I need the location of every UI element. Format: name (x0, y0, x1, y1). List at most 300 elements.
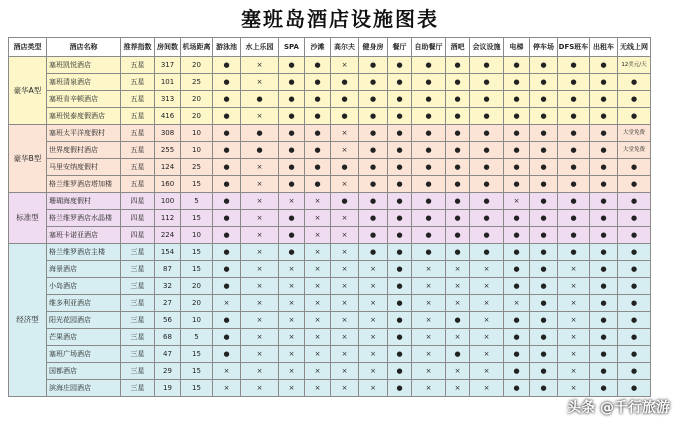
distance-cell: 15 (181, 363, 213, 380)
facility-cell: ● (470, 108, 504, 125)
facility-cell: ● (331, 193, 359, 210)
facility-cell: ● (590, 159, 618, 176)
facility-cell: ● (590, 142, 618, 159)
facility-cell: ● (388, 312, 412, 329)
rating-cell: 三星 (121, 261, 155, 278)
facility-cell: ● (446, 244, 470, 261)
facility-cell: × (470, 363, 504, 380)
facility-cell: ● (446, 57, 470, 74)
table-row (9, 210, 651, 227)
facility-cell: ● (331, 91, 359, 108)
table-row (9, 261, 651, 278)
distance-cell: 20 (181, 57, 213, 74)
facility-cell: ● (446, 142, 470, 159)
facility-cell: ● (618, 295, 651, 312)
rooms-cell: 29 (155, 363, 181, 380)
facility-cell: ● (590, 210, 618, 227)
rating-cell: 五星 (121, 108, 155, 125)
facility-cell: ● (590, 91, 618, 108)
table-row (9, 380, 651, 397)
facility-cell: ● (412, 227, 446, 244)
facility-cell: ● (331, 159, 359, 176)
table-row (9, 74, 651, 91)
rooms-cell: 87 (155, 261, 181, 278)
facility-cell: × (305, 193, 331, 210)
facility-cell: ● (305, 125, 331, 142)
facility-cell: × (241, 57, 279, 74)
rooms-cell: 27 (155, 295, 181, 312)
facility-cell: × (241, 193, 279, 210)
rooms-cell: 224 (155, 227, 181, 244)
rooms-cell: 56 (155, 312, 181, 329)
rooms-cell: 160 (155, 176, 181, 193)
facility-cell: ● (558, 159, 590, 176)
facility-cell: ● (213, 108, 241, 125)
facility-cell: ● (412, 244, 446, 261)
facility-cell: ● (558, 125, 590, 142)
rooms-cell: 255 (155, 142, 181, 159)
facility-cell: ● (388, 329, 412, 346)
facility-cell: ● (504, 159, 530, 176)
facility-cell: ● (590, 193, 618, 210)
facility-cell: ● (530, 108, 558, 125)
facility-cell: ● (412, 74, 446, 91)
hotel-name-cell: 世界度假村酒店 (47, 142, 121, 159)
facility-cell: ● (530, 210, 558, 227)
facility-cell: ● (388, 261, 412, 278)
distance-cell: 20 (181, 108, 213, 125)
facility-cell: × (241, 227, 279, 244)
table-row (9, 329, 651, 346)
watermark: 头条 @千行旅游 (567, 400, 670, 416)
facility-cell: × (213, 363, 241, 380)
facility-cell: ● (388, 142, 412, 159)
facility-cell: × (446, 380, 470, 397)
facility-cell: ● (590, 329, 618, 346)
facility-cell: ● (558, 108, 590, 125)
facility-cell: × (470, 295, 504, 312)
facility-cell: ● (412, 210, 446, 227)
facility-cell: × (279, 261, 305, 278)
rating-cell: 三星 (121, 363, 155, 380)
rating-cell: 四星 (121, 227, 155, 244)
facility-cell: ● (470, 210, 504, 227)
facility-cell: ● (241, 142, 279, 159)
distance-cell: 10 (181, 125, 213, 142)
facility-cell: ● (530, 91, 558, 108)
facility-cell: ● (446, 193, 470, 210)
facility-cell: ● (590, 125, 618, 142)
facility-cell: × (241, 108, 279, 125)
facility-cell: ● (412, 108, 446, 125)
facility-cell: ● (279, 227, 305, 244)
rooms-cell: 32 (155, 278, 181, 295)
facility-cell: ● (618, 278, 651, 295)
facility-cell: ● (446, 159, 470, 176)
facility-cell: ● (470, 91, 504, 108)
rooms-cell: 317 (155, 57, 181, 74)
rating-cell: 三星 (121, 329, 155, 346)
column-header: 会议设施 (470, 38, 504, 57)
facility-cell: × (305, 329, 331, 346)
rating-cell: 五星 (121, 176, 155, 193)
facility-cell: ● (213, 210, 241, 227)
facility-cell: ● (618, 227, 651, 244)
facility-cell: ● (213, 74, 241, 91)
facility-cell: ● (446, 227, 470, 244)
rooms-cell: 100 (155, 193, 181, 210)
table-row (9, 346, 651, 363)
column-header: 电梯 (504, 38, 530, 57)
table-row (9, 312, 651, 329)
hotel-name-cell: 塞班悦泰度假酒店 (47, 108, 121, 125)
facility-cell: ● (331, 108, 359, 125)
facility-table (8, 37, 651, 397)
facility-cell: ● (305, 91, 331, 108)
facility-cell: × (241, 278, 279, 295)
table-row (9, 193, 651, 210)
facility-cell: ● (446, 176, 470, 193)
facility-cell: × (305, 363, 331, 380)
facility-cell: ● (470, 142, 504, 159)
column-header: 健身房 (359, 38, 388, 57)
facility-cell: × (331, 261, 359, 278)
facility-cell: ● (618, 210, 651, 227)
facility-cell: ● (504, 312, 530, 329)
rooms-cell: 154 (155, 244, 181, 261)
facility-cell: ● (446, 312, 470, 329)
distance-cell: 15 (181, 261, 213, 278)
facility-cell: ● (412, 91, 446, 108)
facility-cell: × (331, 346, 359, 363)
facility-cell: ● (412, 142, 446, 159)
column-header: 机场距离 (181, 38, 213, 57)
rating-cell: 五星 (121, 74, 155, 91)
column-header: 无线上网 (618, 38, 651, 57)
column-header: 游泳池 (213, 38, 241, 57)
facility-cell: ● (446, 91, 470, 108)
column-header: 酒店名称 (47, 38, 121, 57)
column-header: 餐厅 (388, 38, 412, 57)
column-header: 房间数 (155, 38, 181, 57)
facility-cell: ● (305, 74, 331, 91)
facility-cell: ● (504, 108, 530, 125)
hotel-type-cell: 豪华A型 (9, 57, 47, 125)
facility-cell: × (412, 312, 446, 329)
facility-cell: ● (530, 346, 558, 363)
facility-cell: ● (504, 329, 530, 346)
facility-cell: ● (590, 176, 618, 193)
facility-cell: ● (470, 176, 504, 193)
facility-cell: ● (446, 346, 470, 363)
facility-cell: ● (213, 312, 241, 329)
facility-cell: ● (504, 210, 530, 227)
rooms-cell: 308 (155, 125, 181, 142)
rating-cell: 五星 (121, 91, 155, 108)
facility-cell: × (241, 74, 279, 91)
facility-cell: ● (590, 227, 618, 244)
facility-cell: ● (530, 278, 558, 295)
facility-cell: ● (412, 176, 446, 193)
facility-cell: × (446, 329, 470, 346)
distance-cell: 25 (181, 159, 213, 176)
hotel-name-cell: 格兰维罗酒店塔加楼 (47, 176, 121, 193)
facility-cell: ● (359, 193, 388, 210)
column-header: 水上乐园 (241, 38, 279, 57)
facility-cell: ● (388, 91, 412, 108)
hotel-name-cell: 国都酒店 (47, 363, 121, 380)
rating-cell: 三星 (121, 346, 155, 363)
facility-cell: ● (279, 142, 305, 159)
facility-cell: ● (305, 108, 331, 125)
rating-cell: 四星 (121, 210, 155, 227)
rooms-cell: 313 (155, 91, 181, 108)
facility-cell: ● (470, 125, 504, 142)
facility-cell: × (504, 193, 530, 210)
hotel-name-cell: 格兰维罗酒店主楼 (47, 244, 121, 261)
facility-cell: × (470, 312, 504, 329)
table-row (9, 295, 651, 312)
facility-cell: ● (388, 176, 412, 193)
facility-cell: × (305, 244, 331, 261)
distance-cell: 20 (181, 295, 213, 312)
hotel-name-cell: 海景酒店 (47, 261, 121, 278)
rating-cell: 三星 (121, 278, 155, 295)
facility-cell: × (305, 261, 331, 278)
facility-cell: ● (279, 74, 305, 91)
facility-cell: ● (558, 74, 590, 91)
facility-cell: × (331, 363, 359, 380)
facility-cell: × (305, 312, 331, 329)
facility-cell: × (412, 295, 446, 312)
facility-cell: ● (388, 346, 412, 363)
facility-cell: × (504, 295, 530, 312)
facility-cell: ● (618, 329, 651, 346)
facility-cell: ● (213, 244, 241, 261)
facility-cell: × (412, 380, 446, 397)
facility-cell: ● (388, 278, 412, 295)
facility-cell: × (279, 312, 305, 329)
distance-cell: 15 (181, 346, 213, 363)
facility-cell: × (470, 261, 504, 278)
facility-cell: × (279, 363, 305, 380)
facility-cell: × (558, 312, 590, 329)
facility-cell: × (558, 346, 590, 363)
facility-cell: ● (530, 295, 558, 312)
facility-cell: × (558, 278, 590, 295)
facility-cell: × (305, 227, 331, 244)
facility-cell: × (331, 295, 359, 312)
facility-cell: ● (504, 261, 530, 278)
facility-cell: ● (558, 176, 590, 193)
facility-cell: ● (618, 312, 651, 329)
facility-cell: ● (359, 57, 388, 74)
facility-cell: ● (618, 74, 651, 91)
table-row (9, 244, 651, 261)
column-header: 酒吧 (446, 38, 470, 57)
column-header: 停车场 (530, 38, 558, 57)
facility-cell: ● (279, 125, 305, 142)
facility-cell: ● (504, 363, 530, 380)
facility-cell: ● (558, 244, 590, 261)
rating-cell: 五星 (121, 159, 155, 176)
facility-cell: ● (305, 159, 331, 176)
hotel-name-cell: 滨海庄园酒店 (47, 380, 121, 397)
facility-cell: × (359, 380, 388, 397)
table-row (9, 363, 651, 380)
facility-cell: × (241, 380, 279, 397)
facility-cell: ● (530, 363, 558, 380)
facility-cell: ● (279, 108, 305, 125)
facility-cell: × (305, 210, 331, 227)
facility-cell: ● (359, 227, 388, 244)
facility-cell: ● (618, 244, 651, 261)
facility-cell: × (446, 261, 470, 278)
facility-cell: ● (504, 176, 530, 193)
facility-cell: ● (470, 244, 504, 261)
rating-cell: 五星 (121, 57, 155, 74)
facility-cell: × (558, 261, 590, 278)
facility-cell: × (359, 278, 388, 295)
facility-cell: ● (359, 74, 388, 91)
facility-cell: ● (530, 227, 558, 244)
column-header: 酒店类型 (9, 38, 47, 57)
column-header: 沙滩 (305, 38, 331, 57)
table-row (9, 176, 651, 193)
facility-cell: ● (590, 295, 618, 312)
facility-cell: ● (590, 261, 618, 278)
facility-cell: × (241, 210, 279, 227)
facility-cell: × (241, 244, 279, 261)
facility-cell: × (213, 295, 241, 312)
facility-cell: ● (388, 210, 412, 227)
facility-cell: ● (388, 108, 412, 125)
facility-cell: ● (530, 57, 558, 74)
distance-cell: 25 (181, 74, 213, 91)
facility-cell: ● (388, 57, 412, 74)
rooms-cell: 101 (155, 74, 181, 91)
facility-cell: × (470, 329, 504, 346)
facility-cell: × (412, 261, 446, 278)
facility-cell: × (305, 295, 331, 312)
distance-cell: 20 (181, 91, 213, 108)
facility-cell: ● (388, 295, 412, 312)
hotel-name-cell: 塞班凯悦酒店 (47, 57, 121, 74)
facility-cell: ● (530, 380, 558, 397)
facility-cell: × (558, 295, 590, 312)
facility-cell: ● (504, 278, 530, 295)
facility-cell: ● (530, 74, 558, 91)
facility-cell: × (241, 329, 279, 346)
facility-cell: ● (530, 176, 558, 193)
distance-cell: 5 (181, 193, 213, 210)
facility-cell: × (331, 380, 359, 397)
facility-cell: ● (618, 91, 651, 108)
facility-cell: ● (530, 329, 558, 346)
facility-cell: ● (530, 193, 558, 210)
facility-cell: ● (590, 244, 618, 261)
rooms-cell: 68 (155, 329, 181, 346)
facility-cell: ● (618, 261, 651, 278)
facility-cell: ● (470, 159, 504, 176)
hotel-name-cell: 塞班清泉酒店 (47, 74, 121, 91)
facility-cell: ● (470, 74, 504, 91)
facility-cell: ● (213, 91, 241, 108)
distance-cell: 5 (181, 329, 213, 346)
facility-cell: ● (213, 346, 241, 363)
facility-cell: × (305, 278, 331, 295)
facility-cell: ● (412, 159, 446, 176)
column-header: 出租车 (590, 38, 618, 57)
facility-cell: ● (504, 74, 530, 91)
facility-cell: × (412, 363, 446, 380)
facility-cell: ● (388, 380, 412, 397)
hotel-name-cell: 小岛酒店 (47, 278, 121, 295)
facility-cell: ● (359, 142, 388, 159)
facility-cell: ● (590, 74, 618, 91)
facility-cell: 大堂免费 (618, 125, 651, 142)
facility-cell: × (470, 278, 504, 295)
facility-cell: × (470, 380, 504, 397)
facility-cell: × (359, 261, 388, 278)
facility-cell: × (331, 142, 359, 159)
facility-cell: × (412, 278, 446, 295)
hotel-name-cell: 塞班肯辛顿酒店 (47, 91, 121, 108)
distance-cell: 10 (181, 142, 213, 159)
facility-cell: × (213, 380, 241, 397)
facility-cell: ● (388, 363, 412, 380)
facility-cell: × (331, 176, 359, 193)
facility-cell: ● (412, 125, 446, 142)
facility-cell: ● (590, 312, 618, 329)
facility-cell: × (241, 261, 279, 278)
facility-cell: ● (213, 193, 241, 210)
facility-cell: ● (241, 125, 279, 142)
facility-cell: ● (279, 159, 305, 176)
facility-cell: ● (446, 210, 470, 227)
facility-cell: × (279, 295, 305, 312)
facility-cell: × (331, 244, 359, 261)
facility-cell: ● (618, 193, 651, 210)
hotel-name-cell: 马里安纳度假村 (47, 159, 121, 176)
facility-cell: ● (213, 261, 241, 278)
facility-cell: ● (279, 244, 305, 261)
facility-cell: ● (558, 227, 590, 244)
facility-cell: × (279, 346, 305, 363)
distance-cell: 10 (181, 312, 213, 329)
facility-cell: ● (618, 108, 651, 125)
table-row (9, 91, 651, 108)
distance-cell: 10 (181, 227, 213, 244)
facility-cell: ● (213, 329, 241, 346)
hotel-name-cell: 维多利亚酒店 (47, 295, 121, 312)
hotel-type-cell: 标准型 (9, 193, 47, 244)
facility-cell: ● (213, 176, 241, 193)
facility-cell: ● (470, 193, 504, 210)
facility-cell: × (359, 312, 388, 329)
facility-cell: 12美元/天 (618, 57, 651, 74)
facility-cell: ● (590, 278, 618, 295)
column-header: 自助餐厅 (412, 38, 446, 57)
table-row (9, 142, 651, 159)
distance-cell: 20 (181, 278, 213, 295)
facility-cell: ● (359, 108, 388, 125)
facility-cell: × (331, 312, 359, 329)
facility-cell: × (331, 329, 359, 346)
distance-cell: 15 (181, 176, 213, 193)
hotel-name-cell: 格兰维罗酒店水晶楼 (47, 210, 121, 227)
facility-cell: × (241, 176, 279, 193)
